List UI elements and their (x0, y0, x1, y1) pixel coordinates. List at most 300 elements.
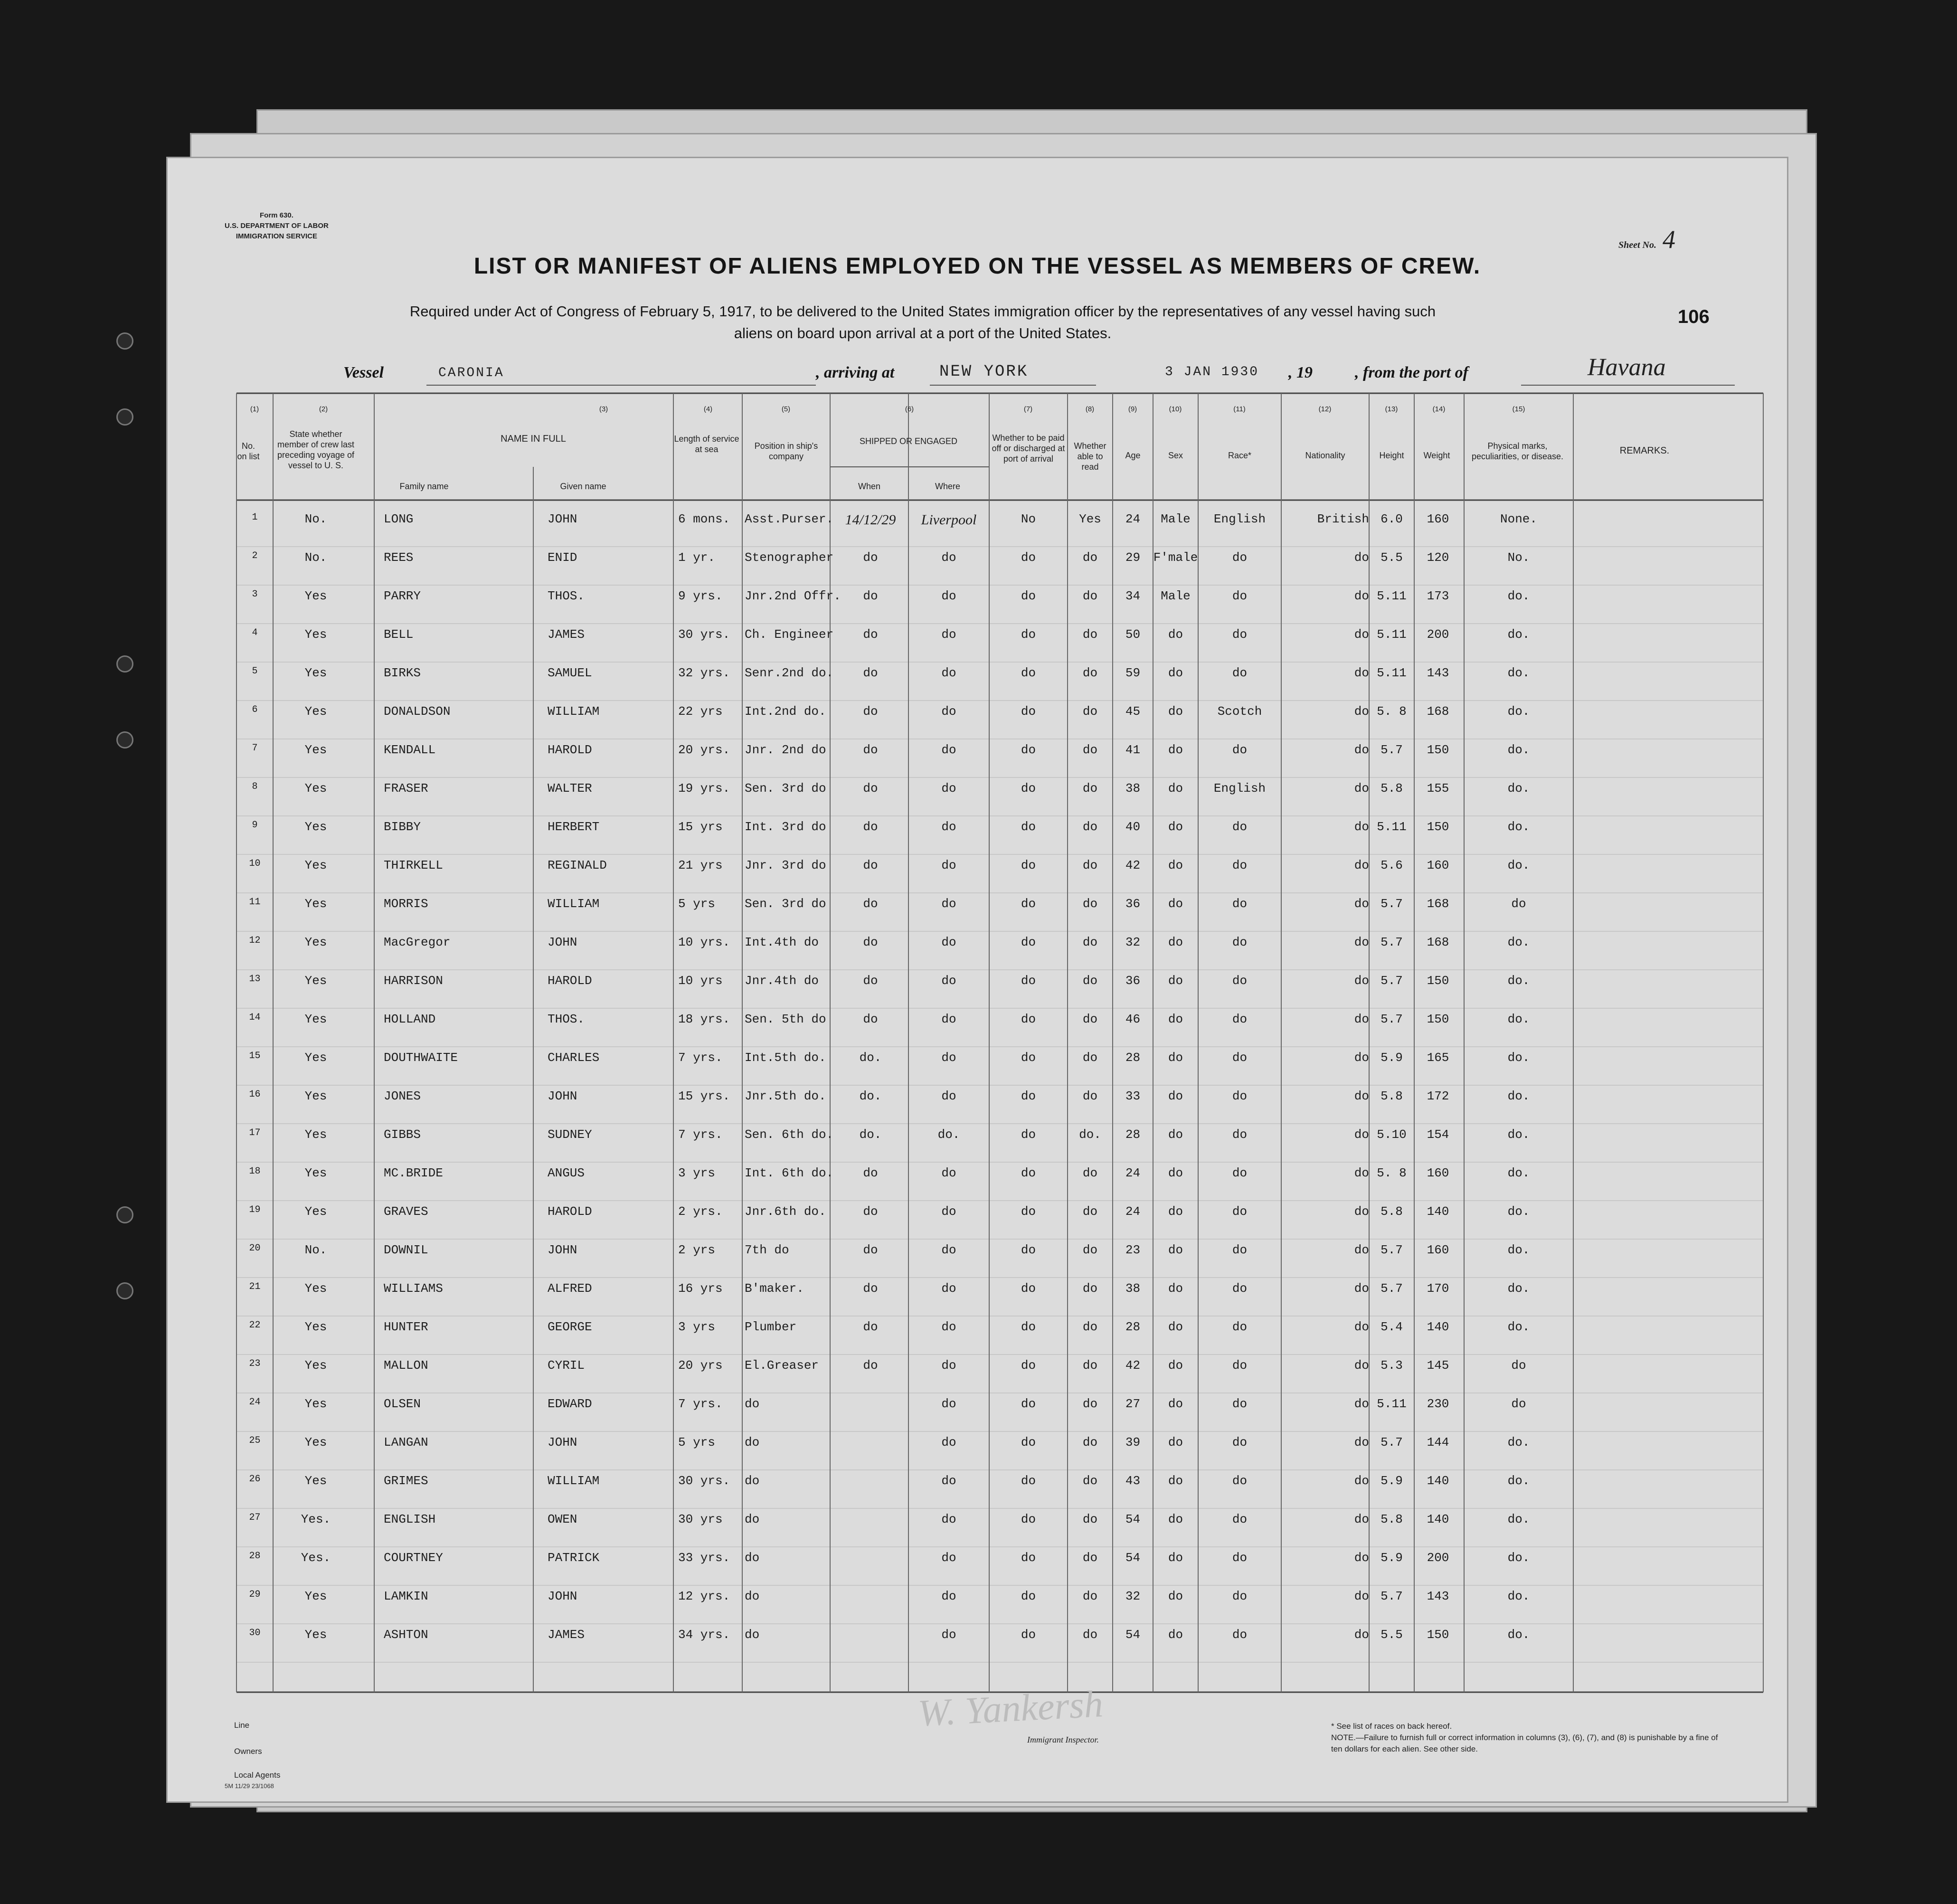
cell-age: 28 (1125, 1127, 1141, 1142)
cell-where: do (941, 627, 956, 642)
column-number: (12) (1318, 405, 1332, 413)
subtitle (324, 301, 1521, 344)
cell-given: WILLIAM (548, 704, 600, 719)
cell-position: Jnr.2nd Offr. (745, 589, 841, 603)
cell-read: do (1082, 935, 1098, 949)
cell-marks: do. (1507, 935, 1530, 949)
column-number: (10) (1169, 405, 1182, 413)
cell-position: Senr.2nd do. (745, 666, 834, 680)
cell-race: do (1232, 1551, 1248, 1565)
cell-prev: Yes (304, 666, 327, 680)
cell-weight: 160 (1427, 512, 1449, 526)
cell-marks: do. (1507, 1127, 1530, 1142)
cell-nat: do (1354, 1012, 1369, 1026)
column-number: (8) (1085, 405, 1095, 413)
cell-age: 42 (1125, 858, 1141, 872)
cell-family: BIRKS (384, 666, 421, 680)
cell-where: do (941, 1551, 956, 1565)
cell-no: 11 (249, 897, 261, 908)
cell-no: 21 (249, 1281, 261, 1292)
cell-paid: do (1021, 1243, 1036, 1257)
cell-marks: do. (1507, 1166, 1530, 1180)
cell-weight: 145 (1427, 1358, 1449, 1373)
cell-when: do (863, 820, 878, 834)
cell-position: Sen. 5th do (745, 1012, 826, 1026)
cell-sex: do (1168, 743, 1183, 757)
cell-nat: do (1354, 935, 1369, 949)
cell-length: 15 yrs. (678, 1089, 730, 1103)
cell-nat: do (1354, 1204, 1369, 1219)
cell-paid: do (1021, 666, 1036, 680)
cell-weight: 150 (1427, 743, 1449, 757)
cell-height: 5.7 (1380, 1012, 1403, 1026)
cell-height: 5.11 (1377, 589, 1407, 603)
cell-where: do (941, 1435, 956, 1449)
cell-prev: Yes (304, 1589, 327, 1603)
cell-no: 19 (249, 1204, 261, 1215)
cell-marks: do. (1507, 1281, 1530, 1296)
cell-paid: do (1021, 1628, 1036, 1642)
cell-read: Yes (1079, 512, 1101, 526)
form-number: Form 630. (260, 211, 293, 219)
cell-when: do (863, 858, 878, 872)
cell-race: do (1232, 820, 1248, 834)
cell-read: do (1082, 1512, 1098, 1526)
cell-given: JAMES (548, 1628, 585, 1642)
print-code: 5M 11/29 23/1068 (225, 1782, 274, 1790)
cell-position: do (745, 1397, 760, 1411)
vessel-name: CARONIA (438, 366, 504, 380)
cell-where: do (941, 1320, 956, 1334)
cell-read: do (1082, 1320, 1098, 1334)
cell-race: do (1232, 1474, 1248, 1488)
cell-position: Int. 6th do. (745, 1166, 834, 1180)
cell-race: do (1232, 1358, 1248, 1373)
cell-prev: Yes (304, 1474, 327, 1488)
cell-length: 20 yrs. (678, 743, 730, 757)
cell-sex: do (1168, 858, 1183, 872)
binder-hole (116, 332, 133, 350)
cell-prev: Yes (304, 1435, 327, 1449)
cell-paid: do (1021, 935, 1036, 949)
cell-no: 22 (249, 1320, 261, 1331)
cell-sex: do (1168, 1320, 1183, 1334)
cell-age: 54 (1125, 1512, 1141, 1526)
cell-paid: do (1021, 820, 1036, 834)
cell-when: do (863, 897, 878, 911)
cell-given: HERBERT (548, 820, 600, 834)
cell-weight: 143 (1427, 666, 1449, 680)
year-label: , 19 (1288, 364, 1313, 381)
cell-given: JOHN (548, 1589, 577, 1603)
cell-weight: 143 (1427, 1589, 1449, 1603)
cell-nat: do (1354, 1089, 1369, 1103)
arriving-label: , arriving at (816, 364, 895, 381)
cell-paid: do (1021, 974, 1036, 988)
cell-nat: do (1354, 1166, 1369, 1180)
cell-position: do (745, 1512, 760, 1526)
cell-nat: do (1354, 1512, 1369, 1526)
cell-length: 21 yrs (678, 858, 723, 872)
cell-given: JOHN (548, 935, 577, 949)
cell-family: MALLON (384, 1358, 428, 1373)
cell-height: 5.9 (1380, 1551, 1403, 1565)
cell-read: do (1082, 550, 1098, 565)
cell-nat: do (1354, 627, 1369, 642)
column-number: (14) (1432, 405, 1446, 413)
cell-read: do (1082, 1628, 1098, 1642)
cell-family: BIBBY (384, 820, 421, 834)
header-remarks: REMARKS. (1619, 445, 1670, 456)
cell-prev: Yes (304, 589, 327, 603)
cell-where: do (941, 1051, 956, 1065)
cell-race: do (1232, 1089, 1248, 1103)
cell-prev: Yes (304, 781, 327, 796)
cell-length: 5 yrs (678, 1435, 716, 1449)
cell-family: GIBBS (384, 1127, 421, 1142)
sheet-number (1618, 225, 1675, 254)
cell-read: do (1082, 1397, 1098, 1411)
cell-position: Sen. 3rd do (745, 897, 826, 911)
cell-marks: do. (1507, 820, 1530, 834)
cell-position: Int.5th do. (745, 1051, 826, 1065)
column-number: (4) (703, 405, 713, 413)
cell-when: do (863, 1320, 878, 1334)
cell-no: 23 (249, 1358, 261, 1369)
cell-prev: Yes (304, 1051, 327, 1065)
cell-nat: do (1354, 589, 1369, 603)
cell-length: 34 yrs. (678, 1628, 730, 1642)
cell-age: 32 (1125, 1589, 1141, 1603)
cell-given: EDWARD (548, 1397, 592, 1411)
cell-race: English (1213, 512, 1266, 526)
header-race: Race* (1228, 451, 1252, 460)
cell-sex: do (1168, 1204, 1183, 1219)
form-header (225, 210, 329, 242)
cell-race: do (1232, 1127, 1248, 1142)
cell-marks: do. (1507, 974, 1530, 988)
cell-no: 9 (252, 820, 258, 831)
cell-race: Scotch (1217, 704, 1262, 719)
cell-sex: do (1168, 1051, 1183, 1065)
subtitle-line-1: Required under Act of Congress of February 5, 1917, to be delivered to the United States immigration officer by the representatives of any vessel having such (409, 303, 1436, 320)
cell-sex: do (1168, 1474, 1183, 1488)
cell-height: 5.11 (1377, 820, 1407, 834)
cell-paid: do (1021, 589, 1036, 603)
cell-where: do (941, 1512, 956, 1526)
cell-family: MC.BRIDE (384, 1166, 443, 1180)
header-age: Age (1125, 451, 1141, 460)
cell-sex: do (1168, 781, 1183, 796)
cell-where: do (941, 1474, 956, 1488)
cell-nat: do (1354, 781, 1369, 796)
cell-sex: do (1168, 1012, 1183, 1026)
cell-sex: do (1168, 974, 1183, 988)
cell-sex: do (1168, 1281, 1183, 1296)
column-number: (7) (1023, 405, 1033, 413)
cell-read: do (1082, 1204, 1098, 1219)
cell-read: do (1082, 1435, 1098, 1449)
cell-position: Stenographer (745, 550, 834, 565)
cell-nat: do (1354, 743, 1369, 757)
cell-family: HARRISON (384, 974, 443, 988)
cell-length: 32 yrs. (678, 666, 730, 680)
cell-given: GEORGE (548, 1320, 592, 1334)
cell-marks: do (1511, 1397, 1526, 1411)
cell-weight: 168 (1427, 704, 1449, 719)
cell-length: 16 yrs (678, 1281, 723, 1296)
cell-where: do (941, 1281, 956, 1296)
cell-length: 5 yrs (678, 897, 716, 911)
cell-sex: do (1168, 935, 1183, 949)
cell-given: WILLIAM (548, 897, 600, 911)
header-sex: Sex (1168, 451, 1183, 460)
cell-prev: No. (304, 1243, 327, 1257)
cell-read: do (1082, 1551, 1098, 1565)
cell-when: do (863, 589, 878, 603)
cell-length: 19 yrs. (678, 781, 730, 796)
cell-read: do (1082, 897, 1098, 911)
cell-age: 54 (1125, 1551, 1141, 1565)
cell-race: do (1232, 1512, 1248, 1526)
cell-family: LONG (384, 512, 414, 526)
footer-line-label: Line (234, 1721, 250, 1730)
cell-prev: No. (304, 550, 327, 565)
cell-nat: do (1354, 1435, 1369, 1449)
cell-height: 6.0 (1380, 512, 1403, 526)
cell-where: do (941, 1166, 956, 1180)
cell-sex: do (1168, 897, 1183, 911)
cell-age: 38 (1125, 781, 1141, 796)
cell-height: 5.8 (1380, 781, 1403, 796)
cell-prev: Yes (304, 935, 327, 949)
cell-sex: F'male (1153, 550, 1198, 565)
cell-read: do (1082, 743, 1098, 757)
cell-read: do (1082, 1166, 1098, 1180)
cell-height: 5.3 (1380, 1358, 1403, 1373)
cell-when: do (863, 781, 878, 796)
cell-nat: do (1354, 1243, 1369, 1257)
cell-position: Int.2nd do. (745, 704, 826, 719)
cell-nat: do (1354, 1474, 1369, 1488)
cell-marks: do. (1507, 1589, 1530, 1603)
cell-weight: 200 (1427, 1551, 1449, 1565)
binder-hole (116, 1282, 133, 1299)
cell-race: do (1232, 550, 1248, 565)
cell-prev: Yes (304, 897, 327, 911)
cell-when: do (863, 1012, 878, 1026)
cell-where: do (941, 1243, 956, 1257)
cell-read: do (1082, 858, 1098, 872)
cell-prev: Yes (304, 858, 327, 872)
service: IMMIGRATION SERVICE (236, 232, 317, 240)
cell-age: 28 (1125, 1320, 1141, 1334)
cell-position: Jnr.4th do (745, 974, 819, 988)
cell-age: 24 (1125, 512, 1141, 526)
cell-paid: do (1021, 1358, 1036, 1373)
cell-marks: do. (1507, 1320, 1530, 1334)
cell-where: do (941, 743, 956, 757)
cell-length: 22 yrs (678, 704, 723, 719)
cell-prev: No. (304, 512, 327, 526)
cell-family: PARRY (384, 589, 421, 603)
cell-sex: do (1168, 1358, 1183, 1373)
cell-prev: Yes (304, 974, 327, 988)
cell-no: 27 (249, 1512, 261, 1523)
cell-position: do (745, 1589, 760, 1603)
cell-height: 5. 8 (1377, 1166, 1407, 1180)
cell-family: THIRKELL (384, 858, 443, 872)
cell-family: DONALDSON (384, 704, 451, 719)
cell-position: Jnr. 3rd do (745, 858, 826, 872)
cell-no: 24 (249, 1397, 261, 1408)
cell-no: 18 (249, 1166, 261, 1177)
cell-weight: 150 (1427, 1628, 1449, 1642)
cell-read: do (1082, 704, 1098, 719)
cell-no: 30 (249, 1628, 261, 1639)
cell-marks: do. (1507, 743, 1530, 757)
cell-length: 1 yr. (678, 550, 716, 565)
header-length-service: Length of service at sea (674, 434, 739, 454)
cell-length: 20 yrs (678, 1358, 723, 1373)
cell-when: do. (859, 1089, 882, 1103)
cell-sex: do (1168, 704, 1183, 719)
cell-age: 45 (1125, 704, 1141, 719)
cell-race: do (1232, 743, 1248, 757)
cell-nat: do (1354, 550, 1369, 565)
cell-position: Plumber (745, 1320, 797, 1334)
cell-family: REES (384, 550, 414, 565)
cell-marks: do. (1507, 1012, 1530, 1026)
cell-prev: Yes (304, 1204, 327, 1219)
cell-family: HUNTER (384, 1320, 428, 1334)
binder-hole (116, 731, 133, 748)
cell-length: 10 yrs (678, 974, 723, 988)
cell-prev: Yes (304, 820, 327, 834)
cell-marks: do. (1507, 627, 1530, 642)
cell-paid: do (1021, 627, 1036, 642)
cell-read: do (1082, 666, 1098, 680)
cell-when: do (863, 1358, 878, 1373)
cell-no: 16 (249, 1089, 261, 1100)
binder-hole (116, 1206, 133, 1223)
cell-height: 5.7 (1380, 1281, 1403, 1296)
cell-where: do (941, 1358, 956, 1373)
cell-nat: do (1354, 1281, 1369, 1296)
cell-position: B'maker. (745, 1281, 804, 1296)
cell-weight: 165 (1427, 1051, 1449, 1065)
cell-given: JAMES (548, 627, 585, 642)
cell-family: OLSEN (384, 1397, 421, 1411)
cell-sex: do (1168, 1397, 1183, 1411)
cell-age: 23 (1125, 1243, 1141, 1257)
cell-race: do (1232, 935, 1248, 949)
cell-no: 15 (249, 1051, 261, 1061)
cell-where: Liverpool (921, 512, 977, 528)
cell-position: El.Greaser (745, 1358, 819, 1373)
header-state-previous: State whether member of crew last preceding voyage of vessel to U. S. (277, 429, 355, 470)
cell-height: 5.4 (1380, 1320, 1403, 1334)
from-underline (1521, 385, 1735, 386)
cell-nat: do (1354, 1628, 1369, 1642)
header-height: Height (1379, 451, 1404, 460)
cell-age: 24 (1125, 1204, 1141, 1219)
cell-age: 41 (1125, 743, 1141, 757)
cell-height: 5.5 (1380, 550, 1403, 565)
header-given-name: Given name (560, 482, 606, 491)
cell-read: do (1082, 1243, 1098, 1257)
cell-length: 7 yrs. (678, 1397, 723, 1411)
cell-race: do (1232, 627, 1248, 642)
cell-sex: do (1168, 1435, 1183, 1449)
header-weight: Weight (1423, 451, 1450, 460)
cell-paid: do (1021, 897, 1036, 911)
cell-where: do. (937, 1127, 960, 1142)
cell-position: 7th do (745, 1243, 789, 1257)
cell-given: JOHN (548, 512, 577, 526)
cell-nat: do (1354, 820, 1369, 834)
cell-when: do. (859, 1127, 882, 1142)
cell-length: 7 yrs. (678, 1051, 723, 1065)
cell-weight: 120 (1427, 550, 1449, 565)
cell-position: Sen. 3rd do (745, 781, 826, 796)
arriving-port: NEW YORK (939, 363, 1029, 381)
header-family-name: Family name (399, 482, 449, 491)
cell-given: SUDNEY (548, 1127, 592, 1142)
cell-paid: do (1021, 1397, 1036, 1411)
cell-sex: do (1168, 1243, 1183, 1257)
column-number: (11) (1233, 405, 1246, 413)
cell-marks: do. (1507, 1435, 1530, 1449)
cell-nat: British (1317, 512, 1369, 526)
cell-marks: do (1511, 897, 1526, 911)
cell-race: do (1232, 1012, 1248, 1026)
cell-nat: do (1354, 858, 1369, 872)
cell-where: do (941, 666, 956, 680)
cell-length: 3 yrs (678, 1320, 716, 1334)
cell-height: 5.11 (1377, 1397, 1407, 1411)
cell-where: do (941, 935, 956, 949)
cell-read: do (1082, 1281, 1098, 1296)
cell-no: 28 (249, 1551, 261, 1562)
cell-where: do (941, 820, 956, 834)
cell-paid: do (1021, 1474, 1036, 1488)
cell-where: do (941, 1628, 956, 1642)
cell-family: BELL (384, 627, 414, 642)
cell-paid: No (1021, 512, 1036, 526)
cell-age: 28 (1125, 1051, 1141, 1065)
cell-no: 25 (249, 1435, 261, 1446)
header-where: Where (935, 482, 960, 491)
header-when: When (858, 482, 881, 491)
cell-read: do. (1079, 1127, 1101, 1142)
sheet-number-value: 4 (1663, 225, 1675, 254)
cell-race: do (1232, 1051, 1248, 1065)
cell-no: 4 (252, 627, 258, 638)
cell-given: SAMUEL (548, 666, 592, 680)
cell-length: 2 yrs (678, 1243, 716, 1257)
cell-race: do (1232, 897, 1248, 911)
cell-prev: Yes (304, 1628, 327, 1642)
cell-when: do (863, 627, 878, 642)
cell-length: 15 yrs (678, 820, 723, 834)
cell-family: DOUTHWAITE (384, 1051, 458, 1065)
page-title: LIST OR MANIFEST OF ALIENS EMPLOYED ON THE VESSEL AS MEMBERS OF CREW. (473, 254, 1481, 279)
cell-height: 5.5 (1380, 1628, 1403, 1642)
header-able-read: Whether able to read (1074, 441, 1106, 472)
cell-length: 12 yrs. (678, 1589, 730, 1603)
cell-age: 43 (1125, 1474, 1141, 1488)
